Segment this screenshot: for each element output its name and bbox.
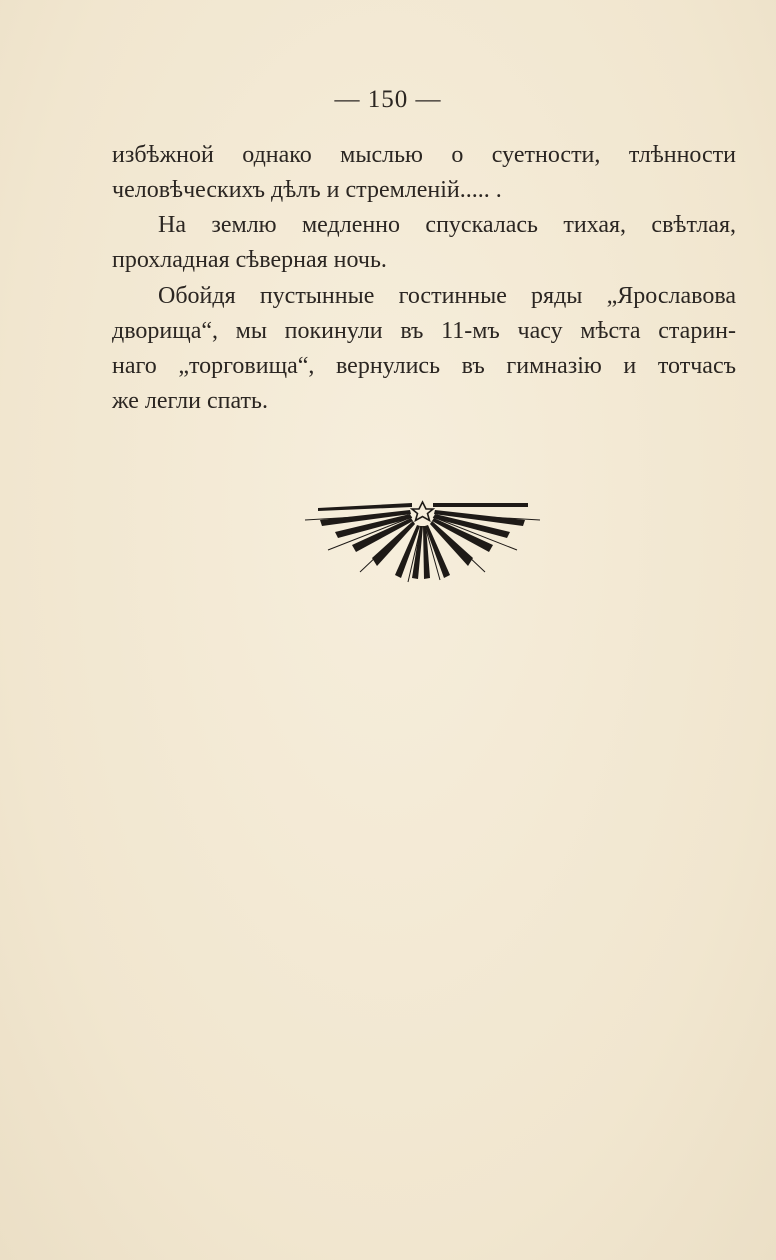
text-line: Обойдя пустынные гостинные ряды „Ярославова	[158, 283, 736, 309]
text-line: избѣжной однако мыслью о суетности, тлѣнности	[112, 142, 736, 168]
text-line: На землю медленно спускалась тихая, свѣтлая,	[158, 212, 736, 238]
text-line: дворища“, мы покинули въ 11-мъ часу мѣста старин-	[112, 318, 736, 344]
text-line: же легли спать.	[112, 388, 268, 414]
text-line: человѣческихъ дѣлъ и стремленій..... .	[112, 177, 502, 203]
paragraph-3	[112, 279, 736, 419]
page-number: — 150 —	[334, 86, 442, 113]
paragraph-1	[112, 138, 736, 208]
text-line: прохладная сѣверная ночь.	[112, 247, 387, 273]
sunburst-star-ornament-icon	[300, 490, 545, 585]
paragraph-2	[112, 208, 736, 278]
text-line: наго „торговища“, вернулись въ гимназію и тотчасъ	[112, 353, 736, 379]
